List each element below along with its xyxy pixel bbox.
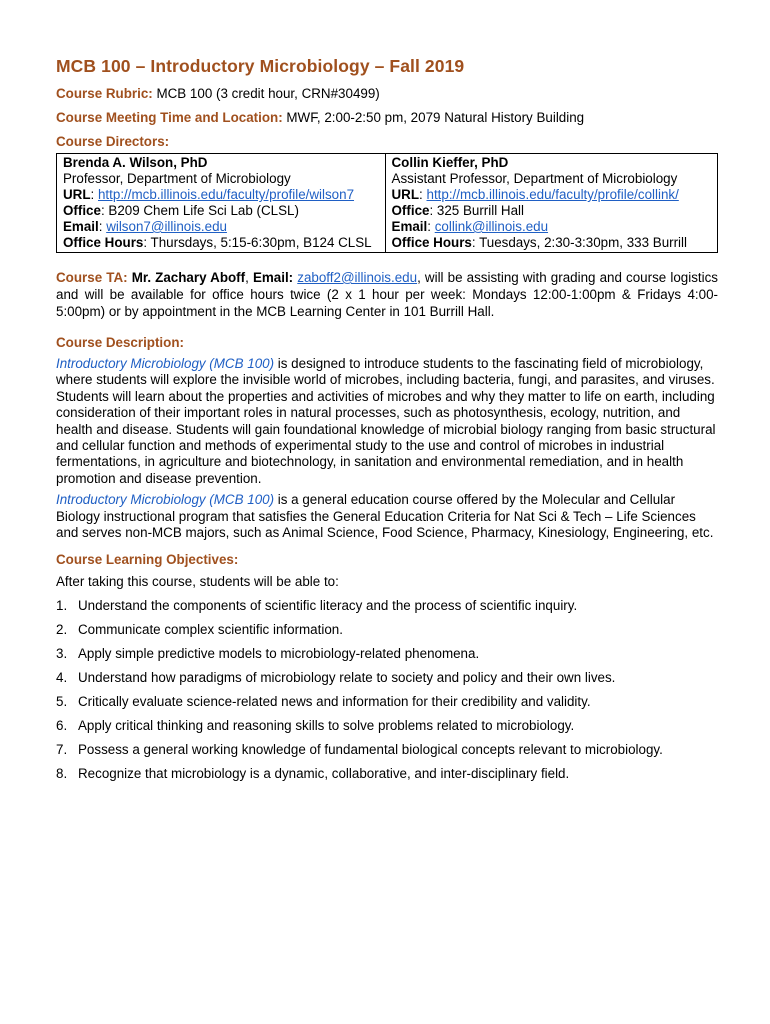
director-office: Office: B209 Chem Life Sci Lab (CLSL) bbox=[63, 203, 299, 218]
directors-heading bbox=[56, 133, 718, 151]
director-hours: Office Hours: Tuesdays, 2:30-3:30pm, 333 Burrill bbox=[391, 235, 687, 250]
director-cell-kieffer bbox=[385, 154, 717, 253]
director-email-link[interactable]: collink@illinois.edu bbox=[434, 219, 549, 234]
course-meeting-value: MWF, 2:00-2:50 pm, 2079 Natural History Building bbox=[282, 110, 585, 125]
objectives-intro: After taking this course, students will be able to: bbox=[56, 574, 339, 590]
list-item: 7. Possess a general working knowledge of fundamental biological concepts relevant to microbiology. bbox=[56, 742, 663, 758]
objectives-heading: Course Learning Objectives: bbox=[56, 552, 239, 568]
course-rubric-value: MCB 100 (3 credit hour, CRN#30499) bbox=[152, 86, 380, 101]
directors-table bbox=[56, 153, 718, 253]
course-ta-text: , will be assisting with grading and course logistics and will be available for office hours twice (2 x 1 hour per week: Mondays 12:00-1:00pm & Fridays 4:00-5:00pm) or by appointment in the MCB Learning Center in 101 Burrill Hall. bbox=[56, 270, 718, 319]
course-meeting bbox=[56, 109, 718, 127]
description-paragraph-2: Introductory Microbiology (MCB 100) is a general education course offered by the Molecular and Cellular Biology instructional program that satisfies the General Education Criteria for Nat Sci & Tech – Life Sciences and serves non-MCB majors, such as Animal Science, Food Science, Pharmacy, Kinesiology, Engineering, etc. bbox=[56, 492, 714, 541]
director-url-link[interactable]: http://mcb.illinois.edu/faculty/profile/wilson7 bbox=[97, 187, 355, 202]
list-item: 2. Communicate complex scientific information. bbox=[56, 622, 343, 638]
directors-heading-label: Course Directors: bbox=[56, 134, 170, 149]
course-name-emphasis: Introductory Microbiology (MCB 100) bbox=[56, 356, 275, 371]
list-item: 5. Critically evaluate science-related news and information for their credibility and validity. bbox=[56, 694, 591, 710]
page-title: MCB 100 – Introductory Microbiology – Fall 2019 bbox=[56, 56, 465, 76]
director-name: Brenda A. Wilson, PhD bbox=[63, 155, 208, 170]
list-item: 3. Apply simple predictive models to microbiology-related phenomena. bbox=[56, 646, 480, 662]
syllabus-page bbox=[56, 56, 718, 789]
directors-row bbox=[57, 154, 718, 253]
director-email: Email: collink@illinois.edu bbox=[391, 219, 549, 234]
director-url: URL: http://mcb.illinois.edu/faculty/profile/collink/ bbox=[391, 187, 679, 202]
course-rubric bbox=[56, 85, 718, 103]
course-ta-email-label: Email: bbox=[252, 270, 294, 285]
description-heading: Course Description: bbox=[56, 335, 184, 350]
description-paragraph-1: Introductory Microbiology (MCB 100) is designed to introduce students to the fascinating field of microbiology, where students will explore the invisible world of microbes, including bacteria, fungi, and parasites, and viruses. Students will learn about the properties and activities of microbes and why they matter to life on earth, including consideration of their important roles in natural processes, such as photosynthesis, ecology, nutrition, and health and disease. Students will gain foundational knowledge of microbial biology ranging from basic structural and cellular function and methods of experimental study to the use and control of microbes in industrial fermentations, in agriculture and biotechnology, in sanitation and environmental remediation, and in health promotion and disease prevention. bbox=[56, 356, 716, 486]
list-item: 4. Understand how paradigms of microbiology relate to society and policy and their own lives. bbox=[56, 670, 616, 686]
course-name-emphasis: Introductory Microbiology (MCB 100) bbox=[56, 492, 275, 508]
director-email: Email: wilson7@illinois.edu bbox=[63, 219, 227, 234]
course-ta-label: Course TA: bbox=[56, 270, 128, 285]
list-item: 1. Understand the components of scientific literacy and the process of scientific inquiry. bbox=[56, 598, 578, 614]
list-item: 8. Recognize that microbiology is a dynamic, collaborative, and inter-disciplinary field. bbox=[56, 766, 570, 782]
director-url: URL: http://mcb.illinois.edu/faculty/profile/wilson7 bbox=[63, 187, 355, 202]
director-cell-wilson bbox=[57, 154, 386, 253]
director-office: Office: 325 Burrill Hall bbox=[391, 203, 524, 218]
course-rubric-label: Course Rubric: bbox=[56, 86, 153, 101]
director-position: Assistant Professor, Department of Microbiology bbox=[391, 171, 678, 186]
list-item: 6. Apply critical thinking and reasoning skills to solve problems related to microbiology. bbox=[56, 718, 575, 734]
course-ta-email-link[interactable]: zaboff2@illinois.edu bbox=[297, 270, 418, 285]
director-hours: Office Hours: Thursdays, 5:15-6:30pm, B124 CLSL bbox=[63, 235, 372, 250]
objectives-list bbox=[56, 597, 718, 783]
course-meeting-label: Course Meeting Time and Location: bbox=[56, 110, 283, 125]
course-ta-name: Mr. Zachary Aboff bbox=[131, 270, 246, 285]
director-email-link[interactable]: wilson7@illinois.edu bbox=[106, 219, 227, 234]
director-url-link[interactable]: http://mcb.illinois.edu/faculty/profile/collink/ bbox=[426, 187, 679, 202]
director-name: Collin Kieffer, PhD bbox=[391, 155, 509, 170]
course-ta: Course TA: Mr. Zachary Aboff, Email: zaboff2@illinois.edu, will be assisting with grading and course logistics and will be available for office hours twice (2 x 1 hour per week: Mondays 12:00-1:00pm & Fridays 4:00-5:00pm) or by appointment in the MCB Learning Center in 101 Burrill Hall. bbox=[56, 270, 718, 319]
director-position: Professor, Department of Microbiology bbox=[63, 171, 291, 186]
